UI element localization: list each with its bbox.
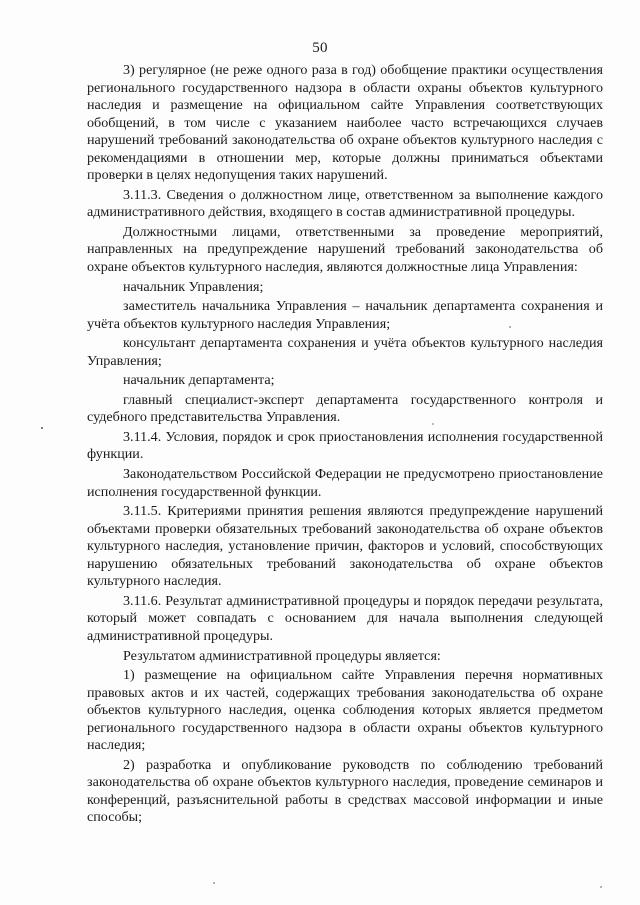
document-body	[87, 62, 603, 827]
paragraph-7: начальник департамента;	[123, 372, 275, 389]
paragraph-12: 3.11.6. Результат административной процедуры и порядок передачи результата, который может совпадать с основанием для начала выполнения следующей административной процедуры.	[87, 592, 603, 644]
scan-speck	[509, 326, 511, 328]
paragraph-14: 1) размещение на официальном сайте Управления перечня нормативных правовых актов и их частей, содержащих требования законодательства об охране объектов культурного наследия, оценка соблюдения которых является предметом регионального государственного надзора в области охраны объектов культурного наследия;	[87, 667, 603, 754]
paragraph-10: Законодательством Российской Федерации не предусмотрено приостановление исполнения государственной функции.	[87, 466, 603, 500]
scan-speck	[600, 886, 602, 888]
paragraph-4: начальник Управления;	[123, 278, 264, 295]
page-number: 50	[312, 40, 328, 56]
paragraph-5: заместитель начальника Управления – начальник департамента сохранения и учёта объектов культурного наследия Управления;	[87, 298, 603, 332]
paragraph-1: 3) регулярное (не реже одного раза в год) обобщение практики осуществления регионального государственного надзора в области охраны объектов культурного наследия и размещение на официальном сайте Управления соответствующих обобщений, в том числе с указанием наиболее часто встречающихся случаев нарушений требований законодательства об охране объектов культурного наследия с рекомендациями в отношении мер, которые должны приниматься объектами проверки в целях недопущения таких нарушений.	[87, 62, 603, 184]
paragraph-9: 3.11.4. Условия, порядок и срок приостановления исполнения государственной функции.	[87, 428, 603, 463]
paragraph-13: Результатом административной процедуры является:	[123, 647, 441, 664]
scan-speck	[213, 882, 215, 884]
paragraph-11: 3.11.5. Критериями принятия решения являются предупреждение нарушений объектами проверки обязательных требований законодательства об охране объектов культурного наследия, установление причин, факторов и условий, способствующих нарушению обязательных требований законодательства об охране объектов культурного наследия.	[87, 503, 603, 590]
paragraph-8: главный специалист-эксперт департамента государственного контроля и судебного представительства Управления.	[87, 391, 603, 426]
paragraph-15: 2) разработка и опубликование руководств по соблюдению требований законодательства об охране объектов культурного наследия, проведение семинаров и конференций, разъяснительной работы в средствах массовой информации и иные способы;	[87, 756, 603, 826]
paragraph-2: 3.11.3. Сведения о должностном лице, ответственном за выполнение каждого административного действия, входящего в состав административной процедуры.	[87, 186, 603, 221]
paragraph-3: Должностными лицами, ответственными за проведение мероприятий, направленных на предупреждение нарушений требований законодательства об охране объектов культурного наследия, являются должностные лица Управления:	[87, 223, 603, 276]
paragraph-6: консультант департамента сохранения и учёта объектов культурного наследия Управления;	[87, 335, 603, 369]
scan-speck	[432, 423, 434, 425]
scan-speck	[41, 427, 43, 429]
